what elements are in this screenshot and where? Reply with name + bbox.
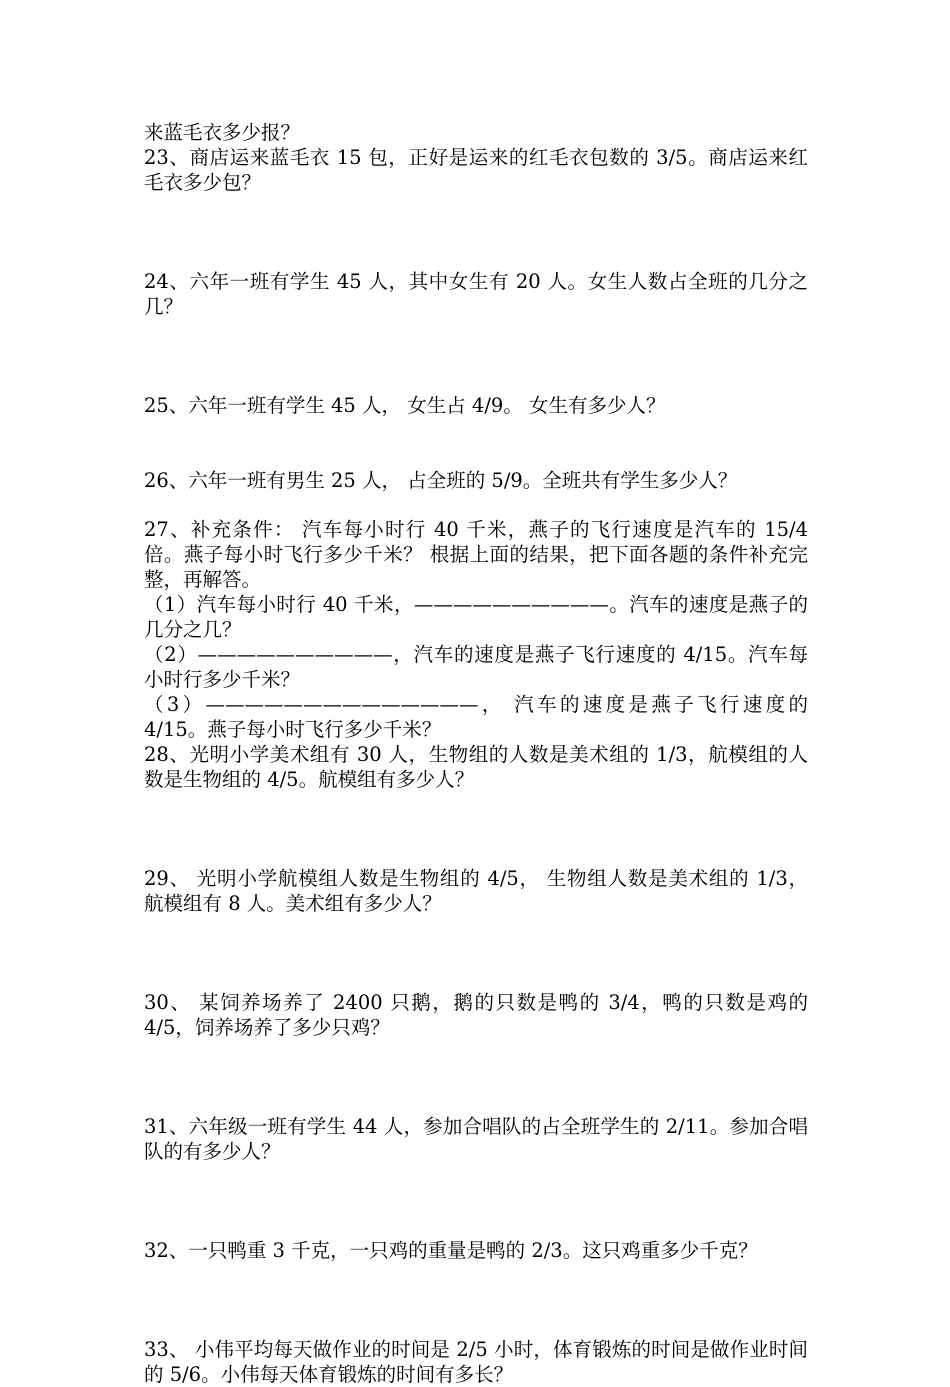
- spacer: [144, 418, 808, 468]
- text-line: 来蓝毛衣多少报？: [144, 121, 301, 144]
- question-27-part-2: （2）——————————，汽车的速度是燕子飞行速度的 4/15。汽车每小时行多少千米？: [144, 643, 808, 691]
- spacer: [144, 1263, 808, 1337]
- question-32: 32、一只鸭重 3 千克，一只鸡的重量是鸭的 2/3。这只鸡重多少千克？: [144, 1239, 758, 1262]
- question-27-part-1: （1）汽车每小时行 40 千米，——————————。汽车的速度是燕子的几分之几？: [144, 593, 808, 641]
- spacer: [144, 1040, 808, 1114]
- spacer: [144, 319, 808, 393]
- document-page: [144, 120, 808, 1387]
- question-33: 33、 小伟平均每天做作业的时间是 2/5 小时，体育锻炼的时间是做作业时间的 5/6。小伟每天体育锻炼的时间有多长？: [144, 1338, 808, 1386]
- question-27: 27、补充条件： 汽车每小时行 40 千米，燕子的飞行速度是汽车的 15/4 倍。燕子每小时飞行多少千米？ 根据上面的结果，把下面各题的条件补充完整，再解答。: [144, 518, 808, 591]
- question-24: 24、六年一班有学生 45 人，其中女生有 20 人。女生人数占全班的几分之几？: [144, 270, 808, 318]
- question-27-part-3: （3）——————————————， 汽车的速度是燕子飞行速度的 4/15。燕子每小时飞行多少千米？: [144, 693, 808, 741]
- question-29: 29、 光明小学航模组人数是生物组的 4/5， 生物组人数是美术组的 1/3， 航模组有 8 人。美术组有多少人？: [144, 867, 808, 915]
- question-26: 26、六年一班有男生 25 人， 占全班的 5/9。全班共有学生多少人？: [144, 469, 738, 492]
- question-25: 25、六年一班有学生 45 人， 女生占 4/9。 女生有多少人？: [144, 394, 666, 417]
- spacer: [144, 493, 808, 517]
- spacer: [144, 916, 808, 990]
- spacer: [144, 1164, 808, 1238]
- spacer: [144, 792, 808, 866]
- question-28: 28、光明小学美术组有 30 人，生物组的人数是美术组的 1/3，航模组的人数是生物组的 4/5。航模组有多少人？: [144, 743, 808, 791]
- spacer: [144, 195, 808, 269]
- question-31: 31、六年级一班有学生 44 人，参加合唱队的占全班学生的 2/11。参加合唱队的有多少人？: [144, 1115, 808, 1163]
- question-30: 30、 某饲养场养了 2400 只鹅，鹅的只数是鸭的 3/4，鸭的只数是鸡的 4/5，饲养场养了多少只鸡？: [144, 991, 808, 1039]
- question-23: 23、商店运来蓝毛衣 15 包，正好是运来的红毛衣包数的 3/5。商店运来红毛衣多少包？: [144, 146, 808, 194]
